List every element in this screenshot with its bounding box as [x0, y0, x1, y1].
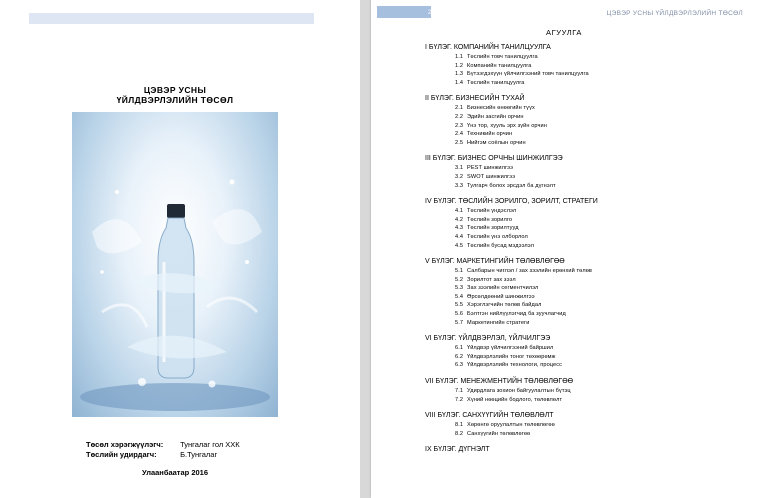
toc-entry-number: 6.1: [455, 345, 464, 352]
toc-entry-text: Нийгэм соёлын орчин: [467, 139, 526, 146]
toc-entry-number: 7.1: [455, 388, 464, 395]
toc-chapter-heading[interactable]: VII БҮЛЭГ. МЕНЕЖМЕНТИЙН ТӨЛӨВЛӨГӨӨ: [425, 378, 574, 386]
toc-entry[interactable]: [425, 421, 745, 430]
toc-chapter-heading[interactable]: IX БҮЛЭГ. ДҮГНЭЛТ: [425, 446, 490, 454]
toc-entry[interactable]: [425, 310, 745, 319]
toc-entry-number: 5.5: [455, 302, 464, 309]
info-row-manager: [86, 450, 217, 459]
toc-entry-number: 6.3: [455, 362, 464, 369]
info-value: Тунгалаг гол ХХК: [180, 440, 240, 449]
toc-entry[interactable]: [425, 62, 745, 71]
toc-entry-text: Төслийн танилцуулга: [467, 79, 525, 86]
page-number: 2: [428, 10, 432, 16]
toc-entry-number: 2.1: [455, 105, 464, 112]
toc-entry-text: Төслийн зорилго: [467, 216, 513, 223]
toc-entry-text: Төслийн бусад мэдээлэл: [467, 242, 534, 249]
toc-entry-text: Бизнесийн өнөөгийн түүх: [467, 105, 535, 112]
toc-entry-text: Хөрөнгө оруулалтын төлөвлөгөө: [467, 422, 555, 429]
toc-chapter-heading[interactable]: I БҮЛЭГ. КОМПАНИЙН ТАНИЛЦУУЛГА: [425, 44, 551, 51]
toc-entry-number: 7.2: [455, 396, 464, 403]
water-bottle-image: [72, 112, 278, 417]
toc-entry[interactable]: [425, 216, 745, 225]
cover-title-line-2: ҮЙЛДВЭРЛЭЛИЙН ТӨСӨЛ: [116, 95, 234, 105]
toc-entry[interactable]: [425, 353, 745, 362]
toc-entry-number: 8.1: [455, 422, 464, 429]
toc-entry-number: 4.4: [455, 233, 464, 240]
toc-entry-text: Техникийн орчин: [467, 131, 513, 138]
toc-entry[interactable]: [425, 79, 745, 88]
info-label: Төслийн удирдагч:: [86, 450, 157, 459]
toc-entry[interactable]: [425, 233, 745, 242]
toc-entry[interactable]: [425, 104, 745, 113]
toc-entry-number: 5.6: [455, 311, 464, 318]
info-label: Төсөл хэрэгжүүлэгч:: [86, 440, 164, 449]
toc-entry-text: Төслийн товч танилцуулга: [467, 54, 538, 60]
toc-entry-text: Салбарын чиглэл / зах зээлийн ерөнхий төлөв: [467, 268, 592, 275]
toc-entry-number: 2.5: [455, 139, 464, 146]
toc-entry-number: 2.2: [455, 113, 464, 120]
toc-entry-text: Зах зээлийн сегментчилэл: [467, 285, 539, 292]
toc-entry-text: Маркетингийн стратеги: [467, 319, 530, 326]
toc-entry-text: Санхүүгийн төлөвлөгөө: [467, 430, 531, 437]
toc-entry[interactable]: [425, 430, 745, 439]
header-bar: [29, 13, 314, 24]
toc-chapter-heading[interactable]: VIII БҮЛЭГ. САНХҮҮГИЙН ТӨЛӨВЛӨЛТ: [425, 412, 554, 420]
toc-entry-number: 1.3: [455, 71, 464, 78]
toc-entry-text: Хүний нөөцийн бодлого, төлөвлөлт: [467, 396, 563, 403]
toc-entry-number: 1.1: [455, 54, 464, 60]
toc-entry-text: Компанийн танилцуулга: [467, 62, 532, 69]
toc-entry-text: Үнэ тор, хууль эрх зүйн орчин: [467, 122, 547, 129]
toc-entry-number: 3.2: [455, 173, 464, 180]
toc-entry-number: 5.1: [455, 268, 464, 275]
toc-entry[interactable]: [425, 361, 745, 370]
page-gutter: [360, 0, 371, 498]
info-value: Б.Тунгалаг: [180, 450, 218, 459]
toc-chapter-heading[interactable]: V БҮЛЭГ. МАРКЕТИНГИЙН ТӨЛӨВЛӨГӨӨ: [425, 258, 565, 266]
cover-page: [0, 0, 360, 498]
toc-entry-text: Хэрэглэгчийн төлөв байдал: [467, 302, 542, 309]
toc-entry[interactable]: [425, 319, 745, 328]
toc-entry[interactable]: [425, 224, 745, 233]
toc-entry[interactable]: [425, 301, 745, 310]
toc-entry[interactable]: [425, 267, 745, 276]
toc-chapter-heading[interactable]: III БҮЛЭГ. БИЗНЕС ОРЧНЫ ШИНЖИЛГЭЭ: [425, 155, 563, 163]
info-row-implementer: [86, 440, 240, 449]
toc-entry[interactable]: [425, 164, 745, 173]
toc-entry-number: 4.1: [455, 208, 464, 215]
toc-entry-number: 5.4: [455, 293, 464, 300]
toc-entry[interactable]: [425, 293, 745, 302]
toc-entry-text: Зорилтот зах зээл: [467, 276, 516, 283]
toc-entry[interactable]: [425, 276, 745, 285]
toc-entry-text: Удирдлага зохион байгуулалтын бүтэц: [467, 388, 571, 395]
toc-entry[interactable]: [425, 182, 745, 191]
cover-footer: Улаанбаатар 2016: [142, 468, 208, 477]
toc-entry-number: 1.4: [455, 79, 464, 86]
toc-entry-number: 2.3: [455, 122, 464, 129]
toc-entry-text: Бэлтгэн нийлүүлэгчид ба зуучлагчид: [467, 311, 566, 318]
toc-entry[interactable]: [425, 173, 745, 182]
toc-entry[interactable]: [425, 53, 745, 62]
toc-page: [371, 0, 757, 498]
toc-entry-text: Тулгарч болох эрсдэл ба дүгнэлт: [467, 182, 556, 189]
toc-entry-number: 4.5: [455, 242, 464, 249]
toc-chapter-heading[interactable]: IV БҮЛЭГ. ТӨСЛИЙН ЗОРИЛГО, ЗОРИЛТ, СТРАТЕГИ: [425, 198, 598, 206]
toc-entry-number: 5.2: [455, 276, 464, 283]
table-of-contents: [425, 42, 745, 455]
toc-entry[interactable]: [425, 122, 745, 131]
toc-entry-number: 3.1: [455, 165, 464, 172]
toc-entry[interactable]: [425, 113, 745, 122]
toc-entry[interactable]: [425, 396, 745, 405]
toc-entry-text: Өрсөлдөөний шинжилгээ: [467, 293, 535, 300]
toc-entry-text: Үйлдвэр үйлчилгээний байршил: [467, 345, 554, 352]
toc-chapter-heading[interactable]: II БҮЛЭГ. БИЗНЕСИЙН ТУХАЙ: [425, 95, 525, 103]
toc-entry[interactable]: [425, 242, 745, 251]
toc-entry[interactable]: [425, 284, 745, 293]
toc-entry-text: Бүтээгдэхүүн үйлчилгээний товч танилцуулга: [467, 71, 589, 78]
toc-entry-text: Үйлдвэрлэлийн тоног төхөөрөмж: [467, 353, 556, 360]
toc-entry-text: Төслийн үнэ олборлол: [467, 233, 528, 240]
toc-title: АГУУЛГА: [545, 28, 583, 37]
toc-entry[interactable]: [425, 139, 745, 148]
toc-entry-text: Үйлдвэрлэлийн технологи, процесс: [467, 362, 563, 369]
toc-entry-number: 8.2: [455, 430, 464, 437]
toc-entry-text: Төслийн үндэслэл: [467, 208, 517, 215]
toc-entry-number: 5.7: [455, 319, 464, 326]
toc-entry-text: PEST шинжилгээ: [467, 165, 514, 172]
toc-entry-text: SWOT шинжилгээ: [467, 173, 516, 180]
toc-entry-text: Төслийн зорилтууд: [467, 225, 519, 232]
toc-entry[interactable]: [425, 387, 745, 396]
toc-chapter-heading[interactable]: VI БҮЛЭГ. ҮЙЛДВЭРЛЭЛ, ҮЙЛЧИЛГЭЭ: [425, 335, 551, 343]
toc-entry-number: 5.3: [455, 285, 464, 292]
toc-entry[interactable]: [425, 344, 745, 353]
toc-entry-number: 2.4: [455, 131, 464, 138]
page-number-bar: [377, 6, 431, 18]
toc-entry[interactable]: [425, 207, 745, 216]
toc-entry-number: 4.3: [455, 225, 464, 232]
running-head: ЦЭВЭР УСНЫ ҮЙЛДВЭРЛЭЛИЙН ТӨСӨЛ: [606, 10, 743, 17]
toc-entry-text: Эдийн засгийн орчин: [467, 113, 524, 120]
toc-entry-number: 1.2: [455, 62, 464, 69]
cover-title-line-1: ЦЭВЭР УСНЫ: [143, 85, 207, 95]
toc-entry-number: 3.3: [455, 182, 464, 189]
toc-entry[interactable]: [425, 70, 745, 79]
toc-entry-number: 4.2: [455, 216, 464, 223]
toc-entry-number: 6.2: [455, 353, 464, 360]
toc-entry[interactable]: [425, 130, 745, 139]
